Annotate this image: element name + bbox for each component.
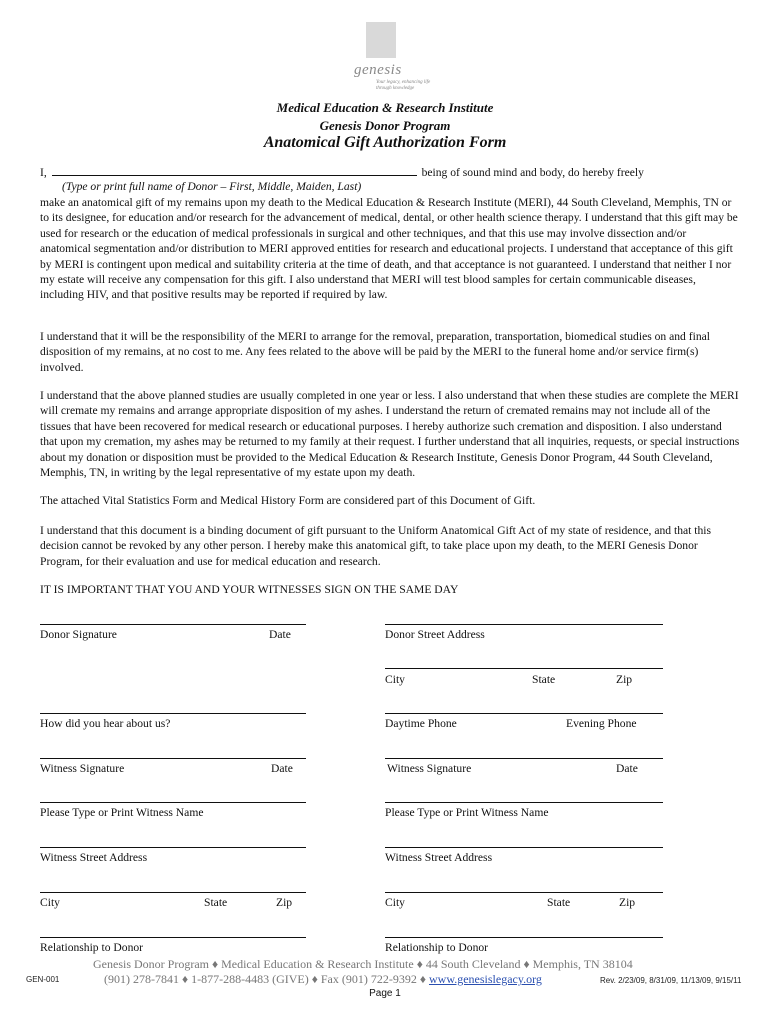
witness2-zip-label: Zip [619,896,636,909]
gift-box-icon [366,22,396,58]
important-notice: IT IS IMPORTANT THAT YOU AND YOUR WITNESSES SIGN ON THE SAME DAY [40,583,459,596]
intro-prefix: I, [40,166,47,179]
form-title: Anatomical Gift Authorization Form [263,134,507,151]
donor-street-label: Donor Street Address [385,628,485,641]
donor-date-label: Date [269,628,291,641]
witness2-name-line[interactable] [385,802,663,803]
genesis-logo [354,22,431,92]
daytime-phone-label: Daytime Phone [385,717,457,730]
paragraph-1: make an anatomical gift of my remains upon my death to the Medical Education & Research Institute (MERI), 44 South Cleveland, Memphis, TN or to its designee, for education and/or research for the advancement of medical, dental, or other health science therapy. I understand that this gift may be used for research or the education of medical professionals in surgical and other techniques, and that this use may involve dissection and/or anatomical segmentation and/or distribution to MERI approved entities for research and educational projects. I understand that acceptance of this gift by MERI is contingent upon medical and suitability criteria at the time of death, and that acceptance is not guaranteed. I understand that neither I nor my estate will receive any compensation for this gift. I also understand that MERI will test blood samples for certain communicable diseases, including HIV, and that positive results may be reported if required by law. [40,196,738,302]
donor-state-label: State [532,673,556,686]
witness1-signature-label: Witness Signature [40,762,125,775]
witness1-state-label: State [204,896,228,909]
witness1-city-label: City [40,896,60,909]
witness2-street-line[interactable] [385,847,663,848]
logo-wordmark: genesis [354,62,402,78]
footer-contact [104,972,542,987]
donor-city-label: City [385,673,405,686]
witness1-date-label: Date [271,762,293,775]
paragraph-5: I understand that this document is a binding document of gift pursuant to the Uniform Anatomical Gift Act of my state of residence, and that this decision cannot be revoked by any other person. I hereby make this anatomical gift, to take place upon my death, to the MERI Genesis Donor Program, for their evaluation and use for medical education and research. [40,524,712,568]
footer-address: Genesis Donor Program ♦ Medical Education & Research Institute ♦ 44 South Cleveland ♦ Memphis, TN 38104 [93,957,633,971]
footer-phones: (901) 278-7841 ♦ 1-877-288-4483 (GIVE) ♦ Fax (901) 722-9392 ♦ [104,972,426,986]
hear-about-line[interactable] [40,713,306,714]
revision-dates: Rev. 2/23/09, 8/31/09, 11/13/09, 9/15/11 [600,976,742,985]
org-name: Medical Education & Research Institute [276,100,494,115]
witness1-street-label: Witness Street Address [40,851,148,864]
witness1-relationship-line[interactable] [40,937,306,938]
witness2-state-label: State [547,896,571,909]
program-name: Genesis Donor Program [319,118,451,133]
witness2-relationship-line[interactable] [385,937,663,938]
witness2-relationship-label: Relationship to Donor [385,941,489,954]
witness1-city-line[interactable] [40,892,306,893]
witness2-city-line[interactable] [385,892,663,893]
witness2-signature-label: Witness Signature [387,762,472,775]
paragraph-4: The attached Vital Statistics Form and Medical History Form are considered part of this Document of Gift. [40,494,536,507]
paragraph-2: I understand that it will be the responsibility of the MERI to arrange for the removal, preparation, transportation, biomedical studies on and final disposition of my remains, at no cost to me. Any fees related to the above will be paid by the MERI to the funeral home and/or service firm(s) involved. [40,330,711,374]
website-link[interactable]: www.genesislegacy.org [428,972,542,986]
phone-line[interactable] [385,713,663,714]
witness2-signature-line[interactable] [385,758,663,759]
witness1-name-label: Please Type or Print Witness Name [40,806,204,819]
witness1-zip-label: Zip [276,896,293,909]
intro-suffix: being of sound mind and body, do hereby freely [421,166,644,179]
evening-phone-label: Evening Phone [566,717,637,730]
donor-name-hint: (Type or print full name of Donor – First, Middle, Maiden, Last) [62,180,362,193]
paragraph-3: I understand that the above planned studies are usually completed in one year or less. I also understand that when these studies are complete the MERI will cremate my remains and arrange appropriate disposition of my ashes. I understand the return of cremated remains may not include all of the tissues that have been recovered for medical research or educational purposes. I hereby authorize such cremation and disposition. I also understand that upon my cremation, my ashes may be returned to my family at their request. I further understand that all inquiries, requests, or special instructions about my donation or disposition must be provided to the Medical Education & Research Institute, Genesis Donor Program, 44 South Cleveland, Memphis, TN, in writing by the legal representative of my estate upon my death. [40,389,740,480]
logo-tagline: Your legacy, enhancing life through knowledge [376,80,431,91]
hear-about-label: How did you hear about us? [40,717,171,730]
witness1-signature-line[interactable] [40,758,306,759]
donor-city-line[interactable] [385,668,663,669]
donor-zip-label: Zip [616,673,633,686]
witness1-name-line[interactable] [40,802,306,803]
witness2-date-label: Date [616,762,638,775]
witness2-name-label: Please Type or Print Witness Name [385,806,549,819]
witness2-city-label: City [385,896,405,909]
witness2-street-label: Witness Street Address [385,851,493,864]
witness1-relationship-label: Relationship to Donor [40,941,144,954]
form-code: GEN-001 [26,975,60,984]
page-number: Page 1 [369,988,401,999]
donor-name-field[interactable] [52,165,417,176]
donor-signature-line[interactable] [40,624,306,625]
donor-street-line[interactable] [385,624,663,625]
donor-name-line [40,165,644,179]
donor-signature-label: Donor Signature [40,628,117,641]
witness1-street-line[interactable] [40,847,306,848]
